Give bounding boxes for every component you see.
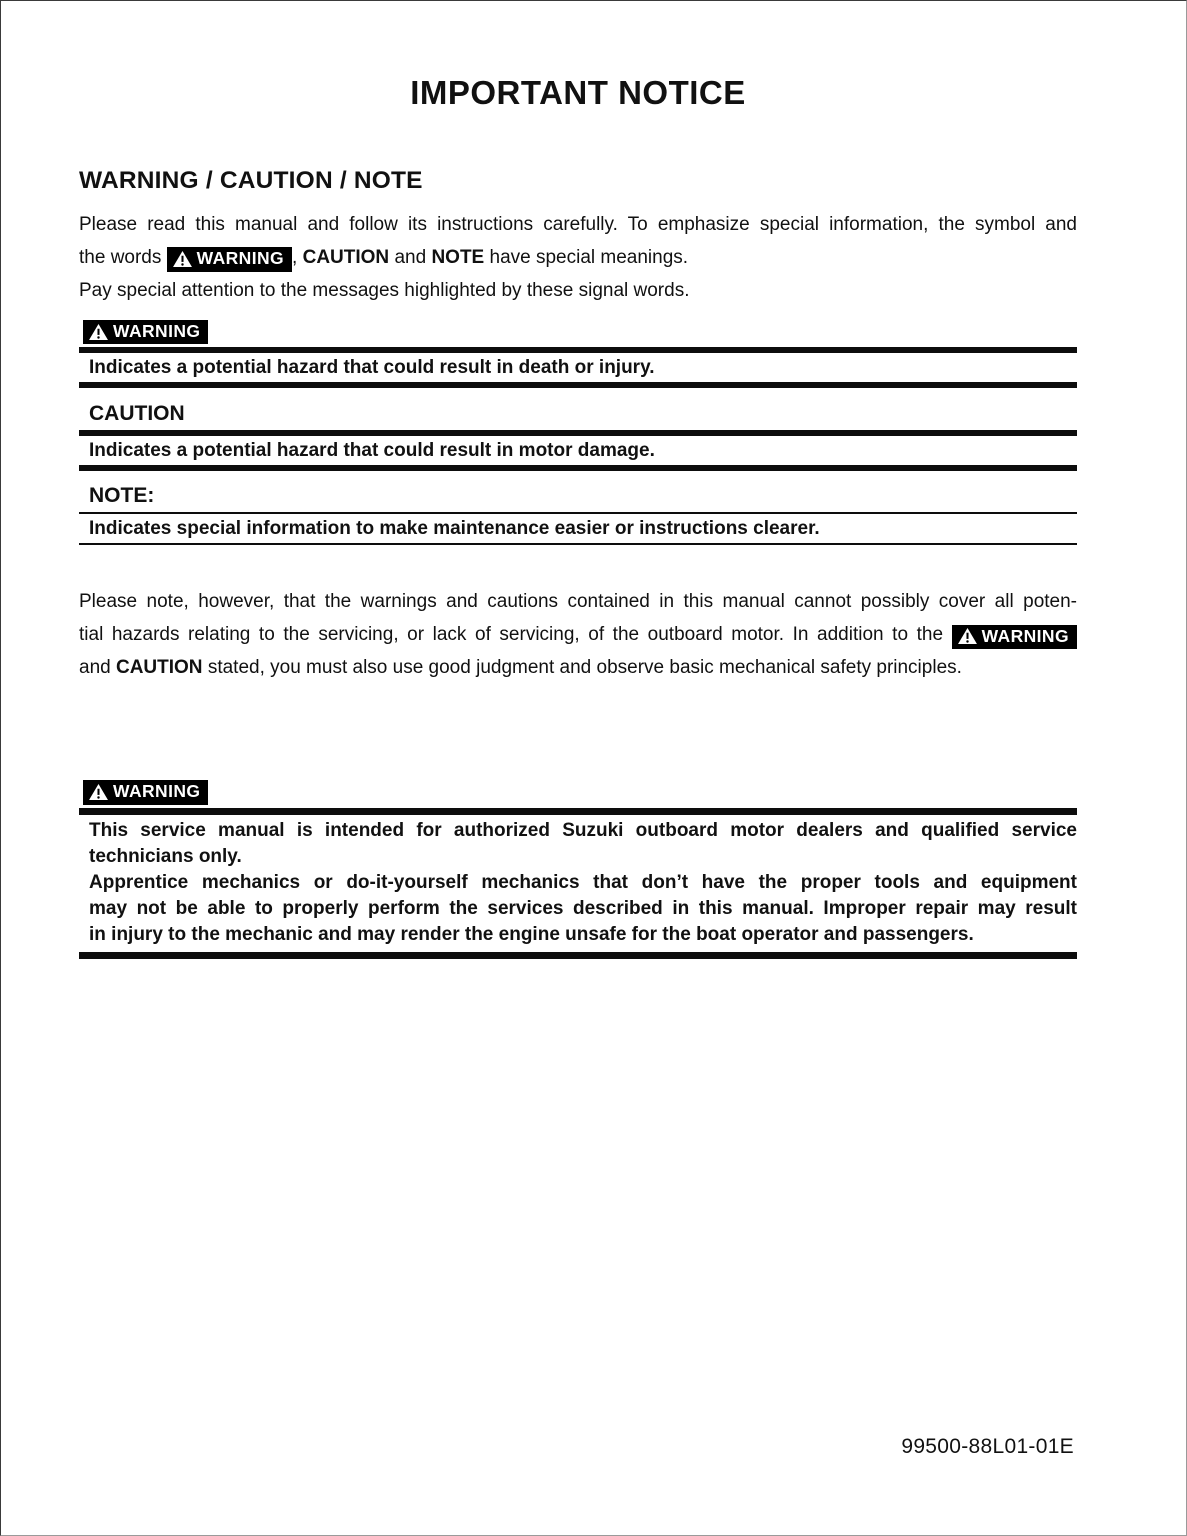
caution-word: CAUTION [115,657,203,679]
horizontal-rule [79,382,1077,388]
text-line: Pay special attention to the messages highlighted by these signal words. [79,279,690,301]
warning-triangle-icon [89,324,108,340]
note-definition-box [79,485,1077,545]
badge-label: WARNING [113,781,201,802]
text-segment: the words [79,246,167,268]
caution-definition-box [79,403,1077,471]
badge-label: WARNING [196,248,285,269]
service-warning-box [79,780,1077,959]
disclaimer-paragraph [79,585,1077,684]
text-line: technicians only. [89,845,242,867]
warning-badge-inline [167,247,292,272]
text-line: Please read this manual and follow its instructions carefully. To emphasize special information, the symbol and [79,213,1077,235]
warning-definition-text: Indicates a potential hazard that could result in death or injury. [89,357,655,379]
text-line: may not be able to properly perform the services described in this manual. Improper repair may result [89,897,1077,919]
badge-label: WARNING [981,625,1069,646]
page-title: IMPORTANT NOTICE [410,74,746,111]
text-line [79,618,1077,651]
page-content [1,75,1186,959]
caution-word: CAUTION [302,246,390,268]
text-segment: have special meanings. [484,246,689,268]
badge-row [79,320,1077,345]
note-word: NOTE [431,246,485,268]
section-heading: WARNING / CAUTION / NOTE [79,167,423,195]
warning-triangle-icon [89,784,108,800]
badge-label: WARNING [113,320,201,341]
intro-paragraph [79,208,1077,307]
text-line: Please note, however, that the warnings and cautions contained in this manual cannot possibly cover all poten- [79,591,1077,613]
text-line: Apprentice mechanics or do-it-yourself mechanics that don’t have the proper tools and equipment [89,871,1077,893]
warning-triangle-icon [173,251,192,267]
text-segment: stated, you must also use good judgment and observe basic mechanical safety principles. [202,657,962,679]
document-number: 99500-88L01-01E [901,1435,1074,1458]
text-line [79,651,1077,684]
badge-row [79,780,1077,805]
text-segment: and [79,657,116,679]
horizontal-rule [79,543,1077,545]
warning-badge [83,780,208,805]
note-heading: NOTE: [89,484,155,508]
service-warning-text [79,815,1077,952]
warning-triangle-icon [958,628,977,644]
warning-badge [83,320,208,345]
caution-definition-text: Indicates a potential hazard that could result in motor damage. [89,440,655,462]
warning-definition-box [79,320,1077,389]
text-segment: tial hazards relating to the servicing, or lack of servicing, of the outboard motor. In addition to the [79,624,944,646]
text-segment: , [292,246,303,268]
text-line: This service manual is intended for authorized Suzuki outboard motor dealers and qualified service [89,819,1077,841]
horizontal-rule [79,952,1077,959]
warning-badge-inline [952,625,1077,650]
horizontal-rule [79,465,1077,471]
horizontal-rule [79,808,1077,815]
text-line [79,241,1077,274]
note-definition-text: Indicates special information to make maintenance easier or instructions clearer. [89,518,820,540]
text-line: in injury to the mechanic and may render the engine unsafe for the boat operator and passengers. [89,923,974,945]
text-segment: and [389,246,432,268]
caution-heading: CAUTION [89,402,185,426]
